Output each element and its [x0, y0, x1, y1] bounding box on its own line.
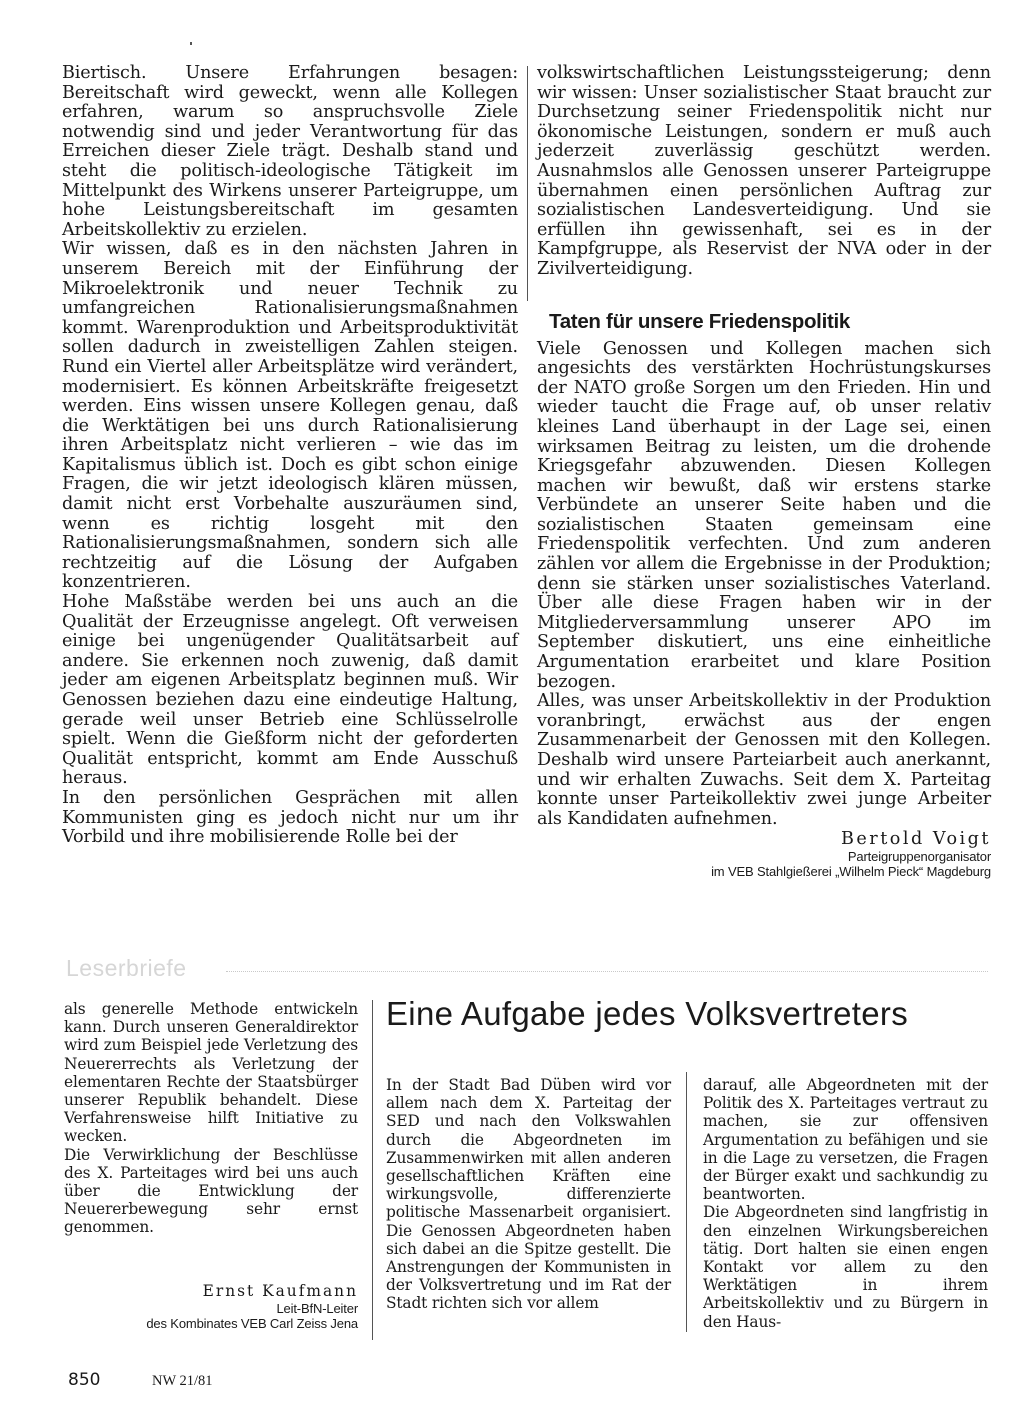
- paragraph: Hohe Maßstäbe werden bei uns auch an die Qualität der Erzeugnisse angelegt. Oft verweisen einige bei ungenügender Qualitätsarbeit auf andere. Sie erkennen noch zuwenig, daß damit jeder am eigenen Arbeitsplatz beginnen muß. Wir Genossen beziehen dazu eine eindeutige Haltung, gerade weil unser Betrieb eine Schlüsselrolle spielt. Wenn die Gießform nicht der geforderten Qualität entspricht, kommt am Ende Ausschuß heraus.: [62, 592, 518, 789]
- subheading: Taten für unsere Friedenspolitik: [549, 309, 850, 333]
- section-label: Leserbriefe: [66, 955, 187, 981]
- paragraph: Biertisch. Unsere Erfahrungen besagen: Bereitschaft wird geweckt, wenn alle Kollegen erfahren, warum so anspruchsvolle Ziele notwendig sind und jeder Verantwortung für das Erreichen dieser Ziele trägt. Deshalb stand und steht die politisch-ideologische Tätigkeit im Mittelpunkt des Wirkens unserer Parteigruppe, um hohe Leistungsbereitschaft im gesamten Arbeitskollektiv zu erzielen.: [62, 63, 518, 240]
- author-name: Bertold Voigt: [840, 829, 991, 850]
- author-role: Parteigruppenorganisator: [847, 849, 991, 865]
- paragraph: Die Abgeordneten sind langfristig in den einzelnen Wirkungsbereichen tätig. Dort halten sie einen engen Kontakt vor allem zu den Werktätigen in ihrem Arbeitskollektiv und zu Bürgern in den Haus-: [703, 1203, 988, 1331]
- paragraph: als generelle Methode entwickeln kann. Durch unseren Generaldirektor wird zum Beispiel jede Verletzung des Neuererrechts als Verletzung der elementaren Rechte der Staatsbürger unserer Republik behandelt. Diese Verfahrensweise hilft Initiative zu wecken.: [64, 1000, 358, 1146]
- issue-label: NW 21/81: [152, 1373, 213, 1389]
- author-name: Ernst Kaufmann: [202, 1281, 358, 1300]
- paragraph: In den persönlichen Gesprächen mit allen Kommunisten ging es jedoch nicht nur um ihr Vorbild und ihre mobilisierende Rolle bei der: [62, 787, 518, 848]
- paragraph: darauf, alle Abgeordneten mit der Politik des X. Parteitages vertraut zu machen, sie zur offensiven Argumentation zu befähigen und sie in die Lage zu versetzen, die Fragen der Bürger exakt und sachkundig zu beantworten.: [703, 1076, 988, 1204]
- paragraph: Die Verwirklichung der Beschlüsse des X. Parteitages wird bei uns auch über die Entwicklung der Neuererbewegung sehr ernst genommen.: [64, 1145, 358, 1237]
- author-organization: im VEB Stahlgießerei „Wilhelm Pieck“ Magdeburg: [711, 864, 991, 880]
- scan-speck: [190, 42, 192, 45]
- letter-bad-dueben-col-2: [703, 1076, 988, 1331]
- letter-bad-dueben-col-1: [386, 1076, 671, 1313]
- paragraph: Viele Genossen und Kollegen machen sich angesichts des verstärkten Hochrüstungskurses der NATO große Sorgen um den Frieden. Hin und wieder taucht die Frage auf, ob unser relativ kleines Land überhaupt in der Lage sei, einen wirksamen Beitrag zu leisten, um die drohende Kriegsgefahr abzuwenden. Diesen Kollegen machen wir bewußt, daß wir erstens starke Verbündete an unserer Seite haben und die sozialistischen Staaten gemeinsam eine Friedenspolitik verfechten. Und zum anderen zählen vor allem die Ergebnisse in der Produktion; denn sie stärken unser sozialistisches Vaterland. Über alle diese Fragen haben wir in der Mitgliederversammlung unserer APO im September diskutiert, uns eine einheitliche Argumentation erarbeitet und klare Position bezogen.: [537, 338, 991, 692]
- author-organization: des Kombinates VEB Carl Zeiss Jena: [146, 1315, 358, 1331]
- author-signature: [537, 829, 991, 879]
- paragraph: volkswirtschaftlichen Leistungssteigerung; denn wir wissen: Unser sozialistischer Staat braucht zur Durchsetzung seiner Friedenspolitik nicht nur ökonomische Leistungen, sondern er muß auch jederzeit zuverlässig geschützt werden. Ausnahmslos alle Genossen unserer Parteigruppe übernahmen einen persönlichen Auftrag zur sozialistischen Landesverteidigung. Und sie erfüllen ihn gewissenhaft, sei es in der Kampfgruppe, als Reservist der NVA oder in der Zivilverteidigung.: [537, 63, 991, 279]
- column-divider: [527, 66, 528, 301]
- page-number: 850: [68, 1370, 101, 1390]
- author-signature: [64, 1281, 358, 1331]
- paragraph: Alles, was unser Arbeitskollektiv in der Produktion voranbringt, erwächst aus der engen Zusammenarbeit der Genossen mit den Kollegen. Deshalb wird unsere Parteiarbeit auch anerkannt, und wir erhalten Zuwachs. Seit dem X. Parteitag konnte unser Parteikollektiv zwei junge Arbeiter als Kandidaten aufnehmen.: [537, 691, 991, 829]
- article-title: Eine Aufgabe jedes Volksvertreters: [386, 995, 909, 1032]
- letter-kaufmann: [64, 1000, 358, 1331]
- column-divider: [372, 1000, 373, 1340]
- column-divider: [686, 1072, 687, 1332]
- section-rule: [226, 971, 988, 972]
- paragraph: In der Stadt Bad Düben wird vor allem nach dem X. Parteitag der SED und nach den Volkswahlen durch die Abgeordneten im Zusammenwirken mit allen anderen gesellschaftlichen Kräften eine wirkungsvolle, differenzierte politische Massenarbeit organisiert. Die Genossen Abgeordneten haben sich dabei an die Spitze gestellt. Die Anstrengungen der Kommunisten in der Volksvertretung und im Rat der Stadt richten sich vor allem: [386, 1076, 671, 1313]
- paragraph: Wir wissen, daß es in den nächsten Jahren in unserem Bereich mit der Einführung der Mikroelektronik und neuer Technik zu umfangreichen Rationalisierungsmaßnahmen kommt. Warenproduktion und Arbeitsproduktivität sollen dadurch in zweistelligen Zahlen steigen. Rund ein Viertel aller Arbeitsplätze wird verändert, modernisiert. Es können Arbeitskräfte freigesetzt werden. Eins wissen unsere Kollegen genau, daß die Werktätigen bei uns durch Rationalisierung ihren Arbeitsplatz nicht verlieren – wie das im Kapitalismus üblich ist. Doch es gibt schon einige Fragen, die wir jetzt ideologisch klären müssen, damit nicht erst Vorbehalte auszuräumen sind, wenn es richtig losgeht mit den Rationalisierungsmaßnahmen, sondern sich alle rechtzeitig auf die Lösung der Aufgaben konzentrieren.: [62, 239, 518, 593]
- author-role: Leit-BfN-Leiter: [276, 1300, 358, 1316]
- main-article-left-column: [62, 64, 518, 848]
- main-article-right-column: [537, 64, 991, 879]
